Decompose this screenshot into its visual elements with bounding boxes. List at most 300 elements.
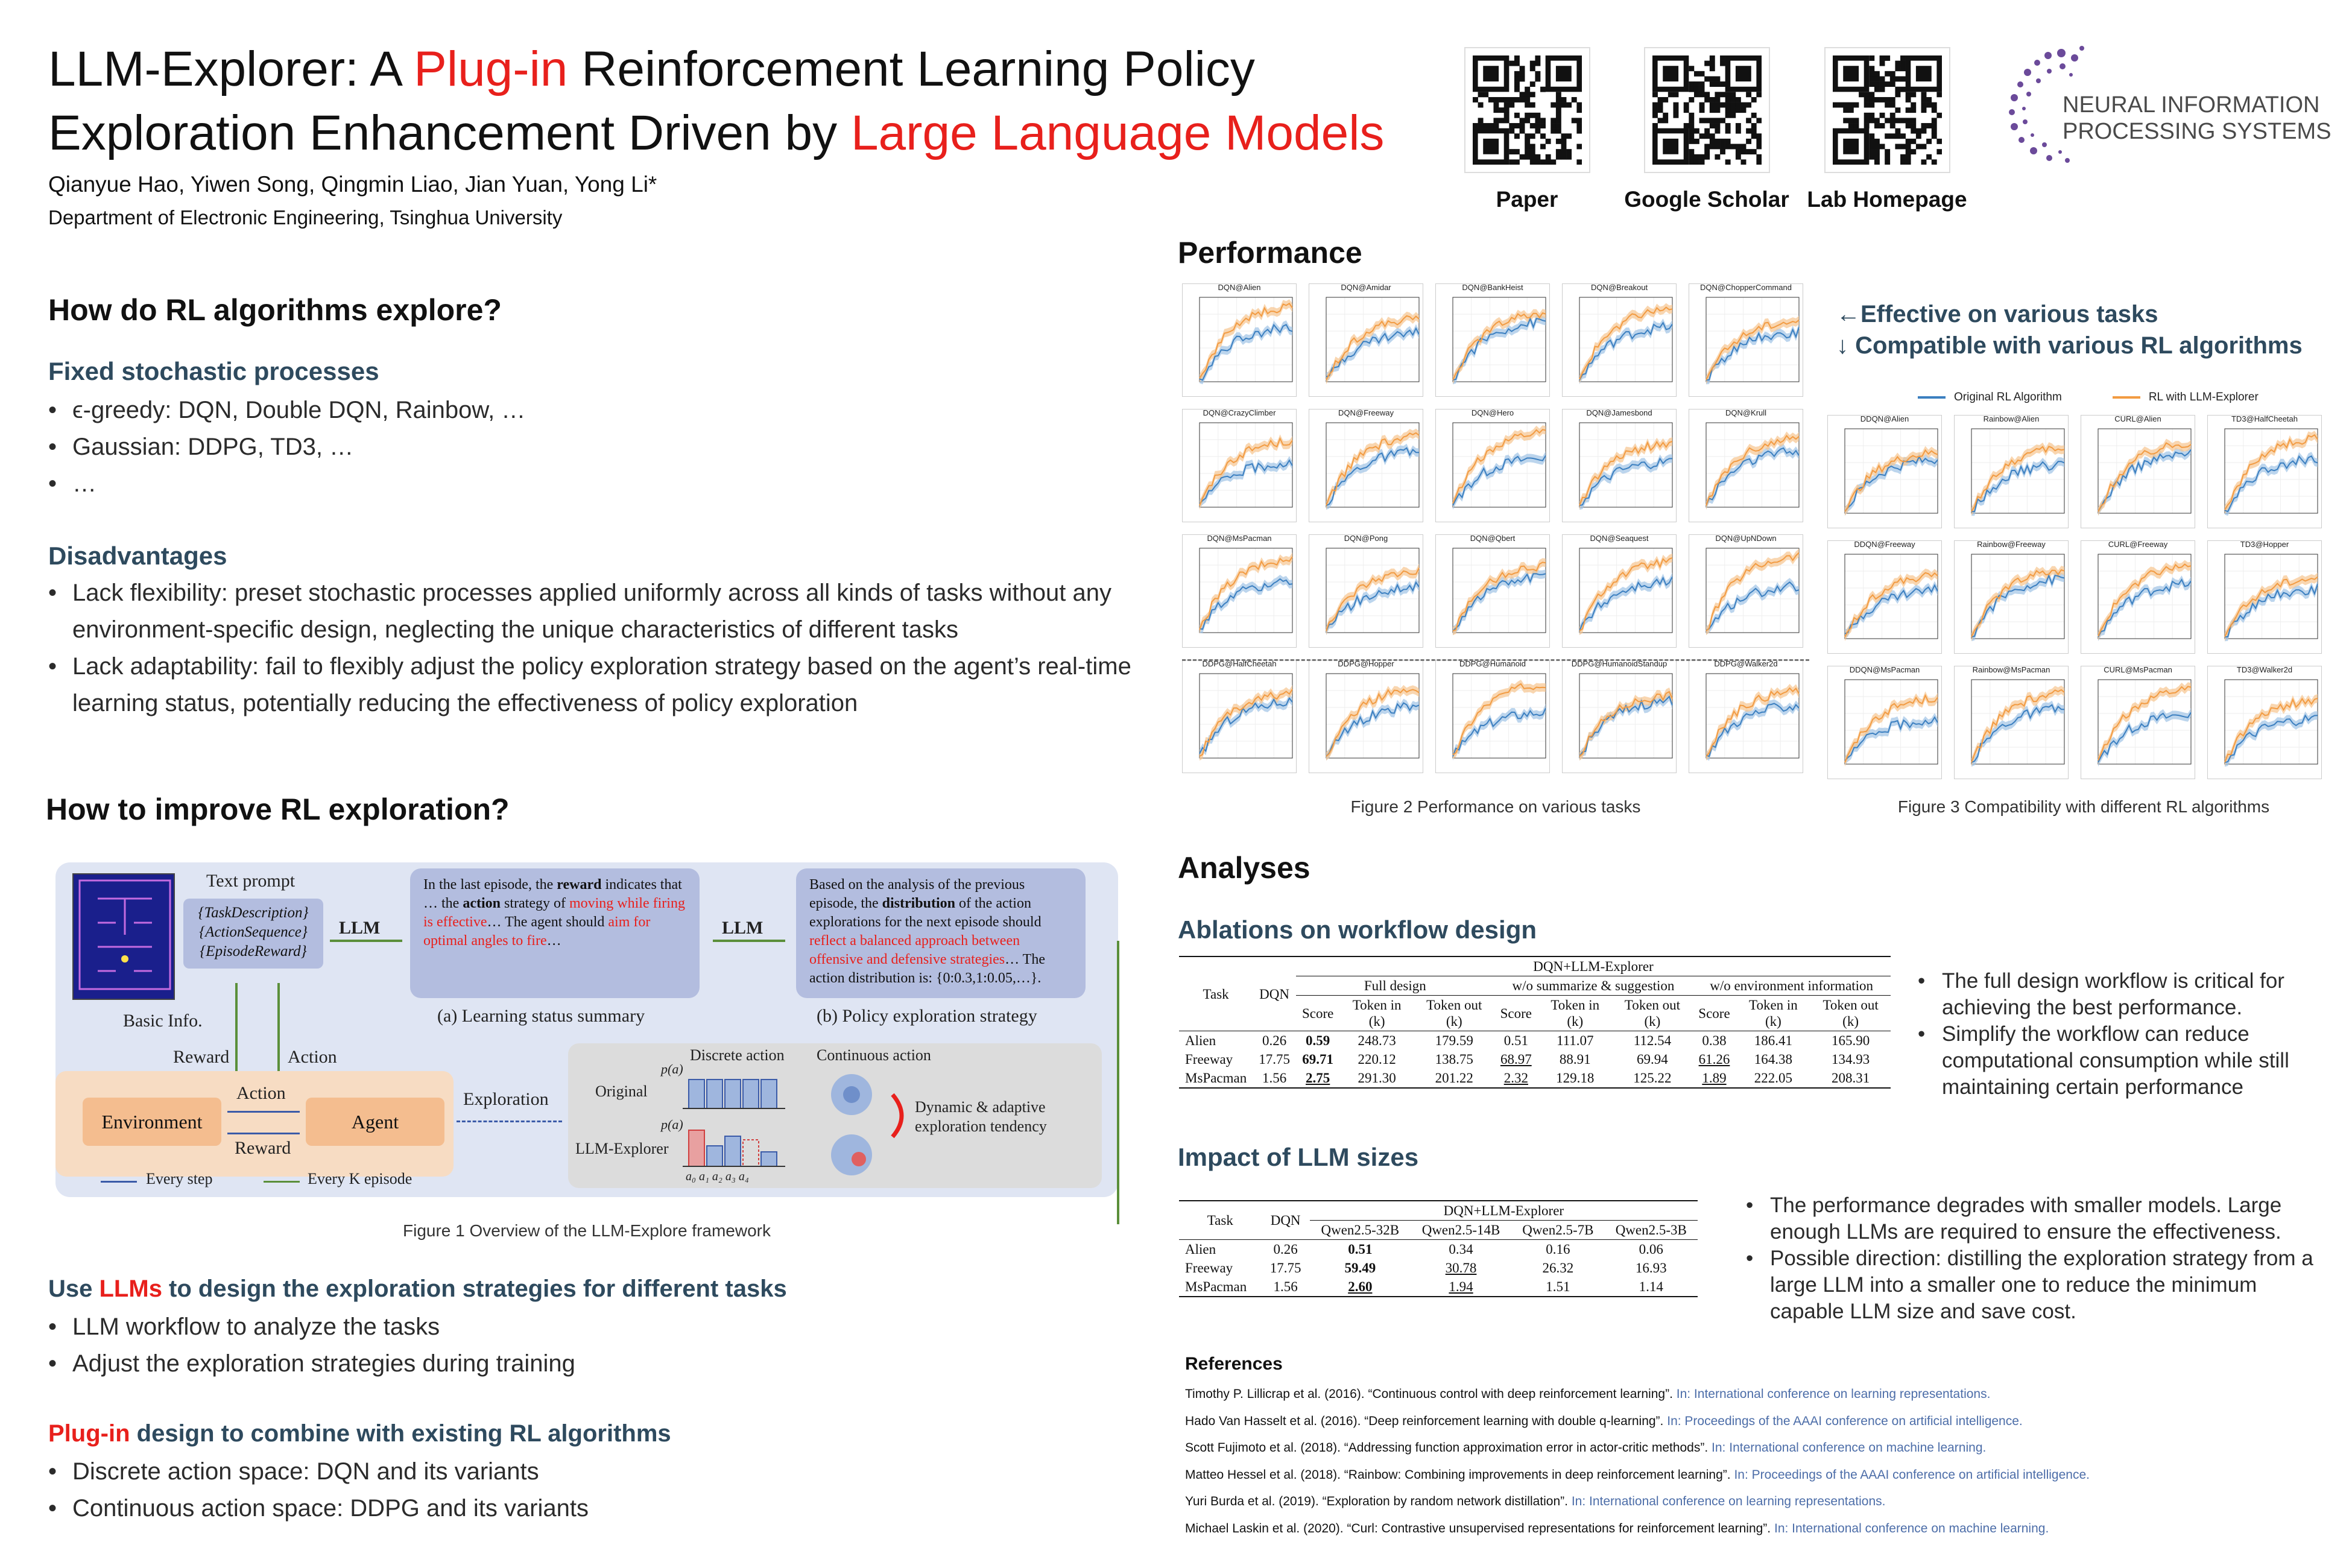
mini-plot <box>2081 415 2195 528</box>
reference-text: Timothy P. Lillicrap et al. (2016). “Continuous control with deep reinforcement learning”. <box>1185 1387 1673 1401</box>
plot-title: DQN@CrazyClimber <box>1203 408 1276 417</box>
llm-band <box>2098 560 2191 640</box>
mini-plot <box>2207 666 2322 779</box>
mini-plot <box>1435 534 1550 648</box>
mini-plot <box>1562 283 1677 397</box>
list-item: • LLM workflow to analyze the tasks <box>48 1309 1134 1345</box>
plot-title: DQN@Qbert <box>1470 534 1516 543</box>
legend-label: RL with LLM-Explorer <box>2148 391 2259 403</box>
mini-plot <box>1954 540 2069 654</box>
references-heading: References <box>1185 1354 1283 1374</box>
llm-band <box>2225 573 2318 641</box>
table-cell: MsPacman <box>1185 1070 1247 1086</box>
table-cell: 1.14 <box>1639 1279 1663 1294</box>
qr-code-paper[interactable] <box>1465 48 1589 172</box>
table-cell: 186.41 <box>1754 1033 1793 1048</box>
table-cell: 69.94 <box>1637 1052 1668 1067</box>
title-part: LLM-Explorer: A <box>48 42 414 96</box>
reference-item <box>1185 1435 2331 1462</box>
table-cell: 2.32 <box>1503 1070 1528 1086</box>
plot-title: DQN@ChopperCommand <box>1700 283 1792 292</box>
logo-line: PROCESSING SYSTEMS <box>2063 119 2331 144</box>
plot-title: DQN@Freeway <box>1338 408 1394 417</box>
table-cell: 59.49 <box>1344 1260 1376 1276</box>
llm-band <box>1579 303 1672 384</box>
mini-plot <box>1435 409 1550 522</box>
llm-band <box>1200 552 1292 634</box>
reference-text: Hado Van Hasselt et al. (2016). “Deep reinforcement learning with double q-learning”. <box>1185 1414 1664 1428</box>
th-col: Token out (k) <box>1624 997 1681 1029</box>
plot-title: Rainbow@MsPacman <box>1972 665 2050 674</box>
original-band <box>1579 692 1672 760</box>
performance-heading: Performance <box>1178 236 1362 270</box>
logo-line: NEURAL INFORMATION <box>2063 92 2320 118</box>
table-cell: 0.34 <box>1449 1242 1473 1257</box>
ablation-table-body <box>1179 1031 1891 1089</box>
ablation-points <box>1918 968 2328 1101</box>
mini-plot <box>2081 666 2195 779</box>
title-part: Reinforcement Learning Policy <box>567 42 1255 96</box>
llm-band <box>1971 686 2064 767</box>
reference-text: Michael Laskin et al. (2020). “Curl: Contrastive unsupervised representations for reinforcement learning”. <box>1185 1521 1771 1535</box>
plot-canvas <box>1955 666 2069 780</box>
plot-title: CURL@Freeway <box>2108 540 2168 549</box>
plot-frame <box>1453 548 1546 633</box>
table-cell: 0.26 <box>1262 1033 1287 1048</box>
table-cell: 0.59 <box>1306 1033 1330 1048</box>
plot-title: DDQN@MsPacman <box>1849 665 1920 674</box>
mini-plot <box>1827 666 1942 779</box>
plot-canvas <box>1828 666 1943 780</box>
table-row <box>1179 1277 1698 1297</box>
arrow-exploration <box>457 1121 562 1122</box>
table-cell: 134.93 <box>1831 1052 1870 1067</box>
plot-title: DQN@Krull <box>1725 408 1767 417</box>
th-group: DQN+LLM-Explorer <box>1310 1201 1698 1221</box>
table-cell: 179.59 <box>1435 1033 1473 1048</box>
plot-title: DDPG@Hopper <box>1338 659 1394 668</box>
mini-plot <box>1954 415 2069 528</box>
legend-swatch-llm <box>2113 396 2140 399</box>
llm-line <box>1200 438 1292 505</box>
llm-explorer-label: LLM-Explorer <box>575 1140 669 1157</box>
original-band <box>1453 451 1546 510</box>
plot-canvas <box>1563 284 1677 397</box>
list-item: • Possible direction: distilling the exploration strategy from a large LLM into a smaller one to reduce the minimum capable LLM size and save cost. <box>1746 1245 2325 1325</box>
figure-2-grid <box>1182 283 1809 790</box>
mini-plot <box>1954 666 2069 779</box>
reference-item <box>1185 1408 2331 1435</box>
reference-item <box>1185 1488 2331 1516</box>
mini-plot <box>1562 534 1677 648</box>
plot-canvas <box>1183 660 1297 774</box>
plot-frame <box>1971 554 2064 639</box>
table-cell: 1.51 <box>1546 1279 1570 1294</box>
mini-plot <box>1827 415 1942 528</box>
plot-frame <box>1453 297 1546 382</box>
table-cell: 69.71 <box>1302 1052 1334 1067</box>
reference-item <box>1185 1516 2331 1543</box>
plot-canvas <box>1955 416 2069 529</box>
mini-plot <box>1689 660 1803 773</box>
list-item: • Gaussian: DDPG, TD3, … <box>48 429 1164 466</box>
reward-label: Reward <box>173 1047 230 1067</box>
arrow-up <box>277 983 280 1073</box>
reference-venue[interactable]: In: International conference on learning representations. <box>1676 1387 1991 1401</box>
plot-title: DQN@BankHeist <box>1462 283 1523 292</box>
mini-plot <box>1827 540 1942 654</box>
plot-title: DQN@Seaquest <box>1590 534 1649 543</box>
plot-canvas <box>1309 535 1424 648</box>
neurips-logo <box>1990 42 2331 169</box>
reference-venue[interactable]: In: International conference on learning representations. <box>1571 1494 1886 1508</box>
llm-band <box>1706 684 1799 760</box>
legend-label: Original RL Algorithm <box>1954 391 2062 403</box>
plot-title: CURL@MsPacman <box>2104 665 2172 674</box>
figure-2-caption: Figure 2 Performance on various tasks <box>1350 797 1641 816</box>
qr-pattern <box>1652 55 1762 165</box>
table-cell: 1.89 <box>1702 1070 1727 1086</box>
plot-canvas <box>1563 409 1677 523</box>
table-row <box>1179 1031 1891 1051</box>
llm-band <box>1706 432 1799 510</box>
original-line <box>2098 712 2191 762</box>
table-cell: 129.18 <box>1556 1070 1595 1086</box>
discrete-label: Discrete action <box>690 1046 785 1064</box>
llm-band <box>1706 316 1799 385</box>
plot-canvas <box>1828 416 1943 529</box>
plot-title: TD3@Hopper <box>2240 540 2289 549</box>
table-cell: 2.60 <box>1348 1279 1373 1294</box>
basic-info-label: Basic Info. <box>123 1011 203 1031</box>
table-cell: 1.94 <box>1449 1279 1473 1294</box>
prompt-line: {TaskDescription} <box>198 905 309 921</box>
list-item: • … <box>48 466 1164 502</box>
plot-title: DQN@Jamesbond <box>1586 408 1652 417</box>
reward-label-2: Reward <box>235 1138 291 1158</box>
arrow-llm <box>330 940 402 942</box>
reference-item <box>1185 1381 2331 1408</box>
plot-title: DQN@Pong <box>1344 534 1388 543</box>
plot-canvas <box>1563 535 1677 648</box>
environment-box: Environment <box>83 1098 221 1146</box>
plot-title: DQN@Alien <box>1218 283 1261 292</box>
table-cell: 0.51 <box>1503 1033 1528 1048</box>
plugin-list <box>48 1453 1134 1527</box>
th-col: Qwen2.5-14B <box>1421 1222 1500 1238</box>
analyses-heading: Analyses <box>1178 851 1310 885</box>
arrow-reward <box>227 1133 300 1134</box>
plot-canvas <box>2208 541 2322 654</box>
plot-title: DDQN@Freeway <box>1854 540 1915 549</box>
table-row <box>1179 1050 1891 1069</box>
text-prompt-label: Text prompt <box>206 871 296 891</box>
plot-canvas <box>1436 660 1551 774</box>
arrow-up-2 <box>235 983 238 1073</box>
arrow-llm-2 <box>713 940 785 942</box>
poster-title <box>48 37 1472 165</box>
ablation-table <box>1179 956 1891 1089</box>
table-cell: 1.56 <box>1273 1279 1298 1294</box>
th-col: Score <box>1500 1005 1532 1021</box>
list-item: • Discrete action space: DQN and its variants <box>48 1453 1134 1490</box>
th-col: Score <box>1698 1005 1730 1021</box>
plot-title: DQN@Hero <box>1471 408 1514 417</box>
pa-label: p(a) <box>661 1061 683 1076</box>
th-col: Token in (k) <box>1749 997 1798 1029</box>
table-cell: 2.75 <box>1306 1070 1330 1086</box>
plot-canvas <box>1309 284 1424 397</box>
summary-box: In the last episode, the reward indicates that … the action strategy of moving while firing is effective… The agent should aim for optimal angles to fire… <box>410 868 700 998</box>
table-cell: 291.30 <box>1358 1070 1396 1086</box>
mini-plot <box>1182 409 1297 522</box>
figure-legend <box>1918 391 2259 404</box>
original-band <box>2098 708 2191 767</box>
plot-title: DDPG@Humanoid <box>1459 659 1526 668</box>
qr-code-scholar[interactable] <box>1645 48 1769 172</box>
qr-label-paper: Paper <box>1496 187 1558 212</box>
th-col: Token out (k) <box>1822 997 1879 1029</box>
plot-canvas <box>1309 660 1424 774</box>
mini-plot <box>2207 540 2322 654</box>
table-cell: 220.12 <box>1358 1052 1396 1067</box>
continuous-label: Continuous action <box>817 1046 931 1064</box>
table-cell: Alien <box>1185 1242 1216 1257</box>
table-cell: 112.54 <box>1633 1033 1672 1048</box>
table-cell: 1.56 <box>1262 1070 1287 1086</box>
th-sub: Full design <box>1296 976 1494 996</box>
title-part-highlight: Plug-in <box>414 42 568 96</box>
plot-frame <box>1326 674 1419 758</box>
llm-band <box>1326 685 1419 760</box>
use-llms-heading: Use LLMs to design the exploration strategies for different tasks <box>48 1276 787 1302</box>
table-cell: 61.26 <box>1698 1052 1730 1067</box>
table-cell: Alien <box>1185 1033 1216 1048</box>
plot-frame <box>1579 674 1672 758</box>
fixed-heading: Fixed stochastic processes <box>48 357 379 385</box>
table-cell: 248.73 <box>1358 1033 1396 1048</box>
mini-plot <box>1689 283 1803 397</box>
plot-title: DQN@UpNDown <box>1715 534 1777 543</box>
mini-plot <box>1309 283 1423 397</box>
qr-pattern <box>1473 55 1582 165</box>
figure-1-caption: Figure 1 Overview of the LLM-Explore framework <box>403 1221 771 1240</box>
table-cell: 164.38 <box>1754 1052 1793 1067</box>
plot-title: Rainbow@Freeway <box>1977 540 2046 549</box>
original-line <box>1453 455 1546 505</box>
arrow-action <box>227 1111 300 1113</box>
plot-canvas <box>2081 666 2196 780</box>
mini-plot <box>1309 409 1423 522</box>
table-cell: MsPacman <box>1185 1279 1247 1294</box>
plot-canvas <box>1436 284 1551 397</box>
action-label-2: Action <box>236 1083 286 1103</box>
plot-canvas <box>1828 541 1943 654</box>
plot-canvas <box>2081 541 2196 654</box>
plot-title: Rainbow@Alien <box>1983 414 2040 423</box>
qr-code-lab[interactable] <box>1826 48 1949 172</box>
legend-k-line <box>264 1181 300 1183</box>
llm-band <box>1845 446 1938 516</box>
plot-title: DQN@MsPacman <box>1207 534 1272 543</box>
strategy-box: Based on the analysis of the previous episode, the distribution of the action explorations for the next episode should reflect a balanced approach between offensive and defensive strategies… The action distribution is: {0:0.3,1:0.05,…}. <box>796 868 1086 998</box>
llm-label: LLM <box>339 918 381 938</box>
llm-line <box>1200 557 1292 630</box>
list-item: • The full design workflow is critical for achieving the best performance. <box>1918 968 2328 1021</box>
th-col: Qwen2.5-7B <box>1522 1222 1594 1238</box>
note-line: ←Effective on various tasks <box>1836 301 2158 327</box>
curved-arrow-icon <box>888 1092 912 1140</box>
table-cell: 0.38 <box>1702 1033 1727 1048</box>
llm-label-2: LLM <box>722 918 763 938</box>
performance-notes <box>1836 299 2303 361</box>
plot-canvas <box>2081 416 2196 529</box>
reference-venue[interactable]: In: International conference on machine learning. <box>1774 1521 2049 1535</box>
gaussian-icon <box>821 1067 882 1188</box>
plot-title: DDQN@Alien <box>1860 414 1909 423</box>
plot-canvas <box>1563 660 1677 774</box>
action-axis: a₀ a₁ a₂ a₃ a₄ <box>686 1170 749 1183</box>
th-col: Token in (k) <box>1352 997 1402 1029</box>
arrow-loop <box>1117 941 1119 1224</box>
figure-1-framework <box>55 862 1118 1197</box>
legend-k: Every K episode <box>308 1170 413 1187</box>
llm-size-heading: Impact of LLM sizes <box>1178 1143 1419 1171</box>
table-cell: 201.22 <box>1435 1070 1473 1086</box>
list-item: • The performance degrades with smaller models. Large enough LLMs are required to ensure the effectiveness. <box>1746 1192 2325 1245</box>
plugin-heading: Plug-in design to combine with existing RL algorithms <box>48 1420 671 1447</box>
th-sub: w/o summarize & suggestion <box>1494 976 1693 996</box>
disadvantages-heading: Disadvantages <box>48 542 227 570</box>
mini-plot <box>1435 660 1550 773</box>
table-cell: 0.26 <box>1273 1242 1298 1257</box>
llm-line <box>1326 689 1419 756</box>
list-item: • Simplify the workflow can reduce computational consumption while still maintaining certain performance <box>1918 1021 2328 1101</box>
maze-icon <box>74 874 176 1001</box>
references-list <box>1185 1381 2331 1542</box>
prompt-box <box>183 899 323 969</box>
th-col: Token in (k) <box>1551 997 1600 1029</box>
table-row <box>1179 1240 1698 1259</box>
llm-size-points <box>1746 1192 2325 1325</box>
original-band <box>2098 446 2191 516</box>
table-cell: 68.97 <box>1500 1052 1532 1067</box>
reference-item <box>1185 1462 2331 1489</box>
plot-canvas <box>1436 535 1551 648</box>
table-cell: Freeway <box>1185 1052 1233 1067</box>
llm-band <box>1326 429 1419 510</box>
mini-plot <box>1182 283 1297 397</box>
th-task: Task <box>1207 1213 1233 1228</box>
plot-canvas <box>1436 409 1551 523</box>
table-cell: 17.75 <box>1259 1052 1290 1067</box>
plot-title: DDPG@HumanoidStandup <box>1571 659 1668 668</box>
llm-band <box>1845 691 1938 767</box>
plot-title: CURL@Alien <box>2114 414 2161 423</box>
action-label: Action <box>288 1047 337 1067</box>
llm-band <box>1200 434 1292 510</box>
llm-line <box>1845 695 1938 762</box>
mini-plot <box>2207 415 2322 528</box>
reference-venue[interactable]: In: Proceedings of the AAAI conference on artificial intelligence. <box>1667 1414 2023 1428</box>
list-item: • Continuous action space: DDPG and its variants <box>48 1490 1134 1527</box>
th-sub: w/o environment information <box>1692 976 1891 996</box>
plot-canvas <box>2208 416 2322 529</box>
use-llms-list <box>48 1309 1134 1382</box>
exploration-label: Exploration <box>463 1089 549 1109</box>
plot-canvas <box>2208 666 2322 780</box>
prompt-line: {EpisodeReward} <box>200 943 307 959</box>
reference-text: Matteo Hessel et al. (2018). “Rainbow: Combining improvements in deep reinforcement learning”. <box>1185 1467 1731 1482</box>
mini-plot <box>1689 534 1803 648</box>
th-task: Task <box>1203 986 1229 1002</box>
table-cell: 0.16 <box>1546 1242 1570 1257</box>
title-part-highlight: Large Language Models <box>850 106 1385 160</box>
mini-plot <box>2081 540 2195 654</box>
table-row <box>1179 1069 1891 1088</box>
table-cell: 0.06 <box>1639 1242 1663 1257</box>
mini-plot <box>1689 409 1803 522</box>
legend-swatch-original <box>1918 396 1946 399</box>
llm-size-table-body <box>1179 1240 1698 1297</box>
reference-text: Yuri Burda et al. (2019). “Exploration by random network distillation”. <box>1185 1494 1568 1508</box>
th-dqn: DQN <box>1259 986 1290 1002</box>
table-cell: Freeway <box>1185 1260 1233 1276</box>
mini-plot <box>1182 660 1297 773</box>
list-item: • Lack adaptability: fail to flexibly adjust the policy exploration strategy based on the agent’s real-time learning status, potentially reducing the effectiveness of policy exploration <box>48 648 1164 722</box>
dqn-ddpg-divider <box>1182 659 1809 661</box>
plot-canvas <box>1309 409 1424 523</box>
mini-plot <box>1562 660 1677 773</box>
disadvantages-list <box>48 575 1164 722</box>
list-item: • Adjust the exploration strategies during training <box>48 1345 1134 1382</box>
plot-title: DDPG@Walker2d <box>1714 659 1778 668</box>
reference-venue[interactable]: In: Proceedings of the AAAI conference on artificial intelligence. <box>1734 1467 2090 1482</box>
plot-canvas <box>1689 535 1804 648</box>
table-cell: 165.90 <box>1831 1033 1870 1048</box>
plot-title: TD3@HalfCheetah <box>2231 414 2298 423</box>
table-cell: 17.75 <box>1269 1260 1301 1276</box>
llm-line <box>1706 688 1799 756</box>
plot-canvas <box>1689 284 1804 397</box>
table-cell: 26.32 <box>1542 1260 1574 1276</box>
plot-canvas <box>1955 541 2069 654</box>
table-cell: 30.78 <box>1445 1260 1477 1276</box>
authors: Qianyue Hao, Yiwen Song, Qingmin Liao, Jian Yuan, Yong Li* <box>48 172 657 197</box>
figure-3-caption: Figure 3 Compatibility with different RL algorithms <box>1897 797 2270 816</box>
table-cell: 125.22 <box>1633 1070 1672 1086</box>
plot-title: DDPG@HalfCheetah <box>1202 659 1277 668</box>
table-cell: 0.51 <box>1348 1242 1373 1257</box>
table-row <box>1179 1259 1698 1277</box>
reference-venue[interactable]: In: International conference on machine learning. <box>1712 1441 1987 1455</box>
qr-label-scholar: Google Scholar <box>1624 187 1789 212</box>
neurips-logo-text <box>2063 92 2331 145</box>
section-heading-improve: How to improve RL exploration? <box>46 792 510 826</box>
affiliation: Department of Electronic Engineering, Tsinghua University <box>48 206 563 229</box>
legend-step: Every step <box>146 1170 213 1187</box>
list-item: • Lack flexibility: preset stochastic processes applied uniformly across all kinds of tasks without any environment-specific design, neglecting the unique characteristics of different tasks <box>48 575 1164 648</box>
plot-title: DQN@Amidar <box>1341 283 1391 292</box>
dynamic-label: Dynamic & adaptive exploration tendency <box>915 1098 1047 1135</box>
pa-label-2: p(a) <box>661 1117 683 1132</box>
th-group: DQN+LLM-Explorer <box>1296 956 1891 976</box>
section-heading-explore: How do RL algorithms explore? <box>48 293 502 327</box>
title-part: Exploration Enhancement Driven by <box>48 106 851 160</box>
llm-size-table <box>1179 1200 1698 1297</box>
table-cell: 208.31 <box>1831 1070 1870 1086</box>
plot-canvas <box>1689 660 1804 774</box>
